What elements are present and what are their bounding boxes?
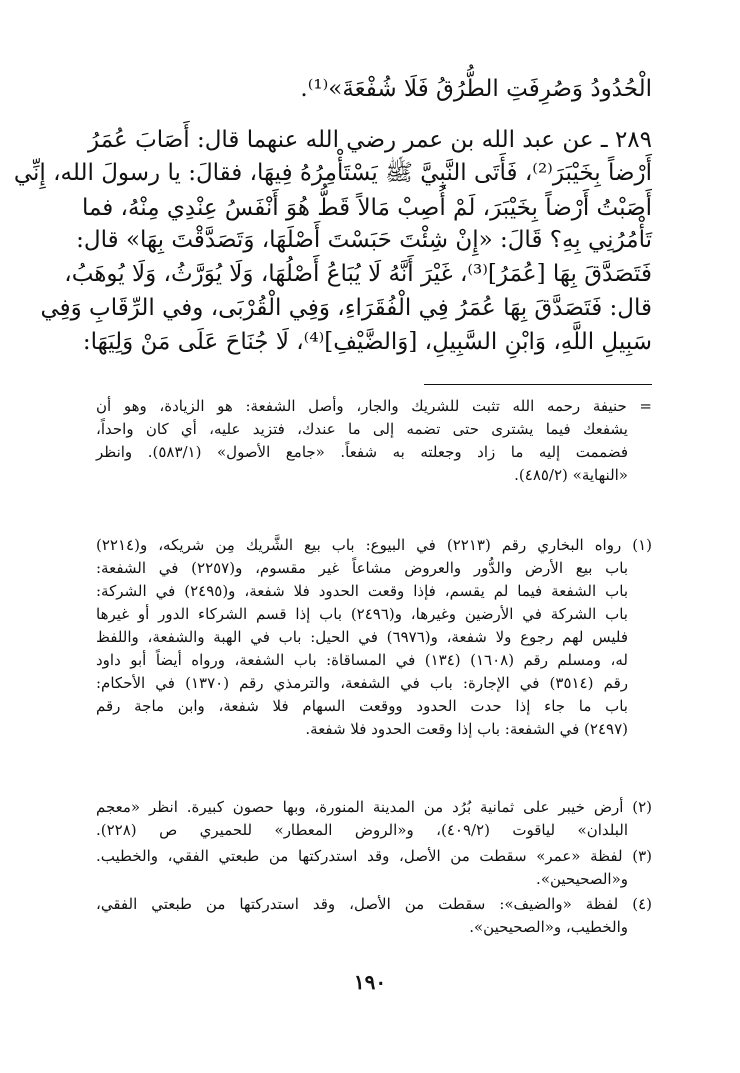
main-line: الْحُدُودُ وَصُرِفَتِ الطُّرُقُ فَلَا شُفْعَةَ»⁽¹⁾. (300, 76, 652, 102)
footnote-line: = حنيفة رحمه الله تثبت للشريك والجار، وأصل الشفعة: هو الزيادة، وهو أن (96, 397, 652, 415)
footnote-line: (١) رواه البخاري رقم (٢٢١٣) في البيوع: باب بيع الشَّريك مِن شريكه، و(٢٢١٤) (96, 536, 652, 554)
footnote-line: باب ما جاء إذا حدت الحدود ووقعت السهام فلا شفعة، وابن ماجة رقم (96, 697, 628, 715)
footnote-line: والخطيب، و«الصحيحين». (469, 918, 628, 936)
main-line: أَصَبْتُ أَرْضاً بِخَيْبَرَ، لَمْ أُصِبْ مَالاً قَطُّ هُوَ أَنْفَسُ عِنْدِي مِنْهُ، فما (81, 195, 652, 221)
footnote-line: فضممت إليه ما زاد وجعلته به شفعاً. «جامع الأصول» (٥٨٣/١). وانظر (96, 443, 629, 461)
footnote-line: (٢٤٩٧) في الشفعة: باب إذا وقعت الحدود فلا شفعة. (305, 720, 628, 738)
footnote-line: «النهاية» (٤٨٥/٢). (514, 466, 628, 484)
footnote-line: باب الشركة في الأرضين وغيرها، و(٢٤٩٦) باب إذا قسم الشركاء الدور أو غيرها (96, 605, 628, 623)
footnote-line: يشفعك فيما يشترى حتى تضمه إلى ما عندك، فتزيد عليه، أي كان واحداً، (96, 420, 628, 438)
footnote-line: باب بيع الأرض والدُّور والعروض مشاعاً غير مقسوم، و(٢٢٥٧) في الشفعة: (96, 559, 628, 577)
main-line: قال: فَتَصَدَّقَ بِهَا عُمَرُ فِي الْفُقَرَاءِ، وَفِي الْقُرْبَى، وفي الرِّقَابِ وَفِي (40, 295, 652, 321)
footnote-line: (٣) لفظة «عمر» سقطت من الأصل، وقد استدركتها من طبعتي الفقي، والخطيب. (96, 847, 652, 865)
footnote-line: له، ومسلم رقم (١٦٠٨) (١٣٤) في المساقاة: باب الشفعة، ورواه أيضاً أبو داود (96, 651, 628, 669)
footnote-separator (424, 384, 652, 385)
footnote-line: باب الشفعة فيما لم يقسم، فإذا وقعت الحدود فلا شفعة، و(٢٤٩٥) في الشركة: (96, 582, 628, 600)
footnote-line: (٤) لفظة «والضيف»: سقطت من الأصل، وقد استدركتها من طبعتي الفقي، (96, 895, 652, 913)
footnote-line: فليس لهم رجوع ولا شفعة، و(٦٩٧٦) في الحيل: باب في الهبة والشفعة، واللفظ (96, 628, 628, 646)
footnote-line: (٢) أرض خيبر على ثمانية بُرُد من المدينة المنورة، وبها حصون كبيرة. انظر «معجم (96, 798, 652, 816)
footnote-line: رقم (٣٥١٤) في الإجارة: باب في الشفعة، والترمذي رقم (١٣٧٠) في الأحكام: (96, 674, 628, 692)
main-line: فَتَصَدَّقَ بِهَا [عُمَرُ]⁽³⁾، غَيْرَ أَنَّهُ لَا يُبَاعُ أَصْلُهَا، وَلَا يُوَرَّثُ، وَلَا يُوهَبُ، (64, 261, 652, 287)
main-line: تَأْمُرُنِي بِهِ؟ قَالَ: «إِنْ شِئْتَ حَبَسْتَ أَصْلَهَا، وَتَصَدَّقْتَ بِهَا» قال: (76, 227, 652, 253)
footnote-line: البلدان» لياقوت (٤٠٩/٢)، و«الروض المعطار» للحميري ص (٢٢٨). (96, 821, 628, 839)
page-number: ١٩٠ (353, 970, 387, 994)
main-line: أَرْضاً بِخَيْبَرَ⁽²⁾، فَأَتَى النَّبِيَّ ﷺ يَسْتَأْمِرُهُ فِيهَا، فقالَ: يا رسولَ الله، إِنِّي (13, 160, 652, 186)
footnote-line: و«الصحيحين». (536, 870, 628, 888)
main-line: ٢٨٩ ـ عن عبد الله بن عمر رضي الله عنهما قال: أَصَابَ عُمَرُ (88, 127, 652, 153)
main-line: سَبِيلِ اللَّهِ، وَابْنِ السَّبِيلِ، [وَالضَّيْفِ]⁽⁴⁾، لَا جُنَاحَ عَلَى مَنْ وَلِيَهَا: (82, 329, 652, 355)
